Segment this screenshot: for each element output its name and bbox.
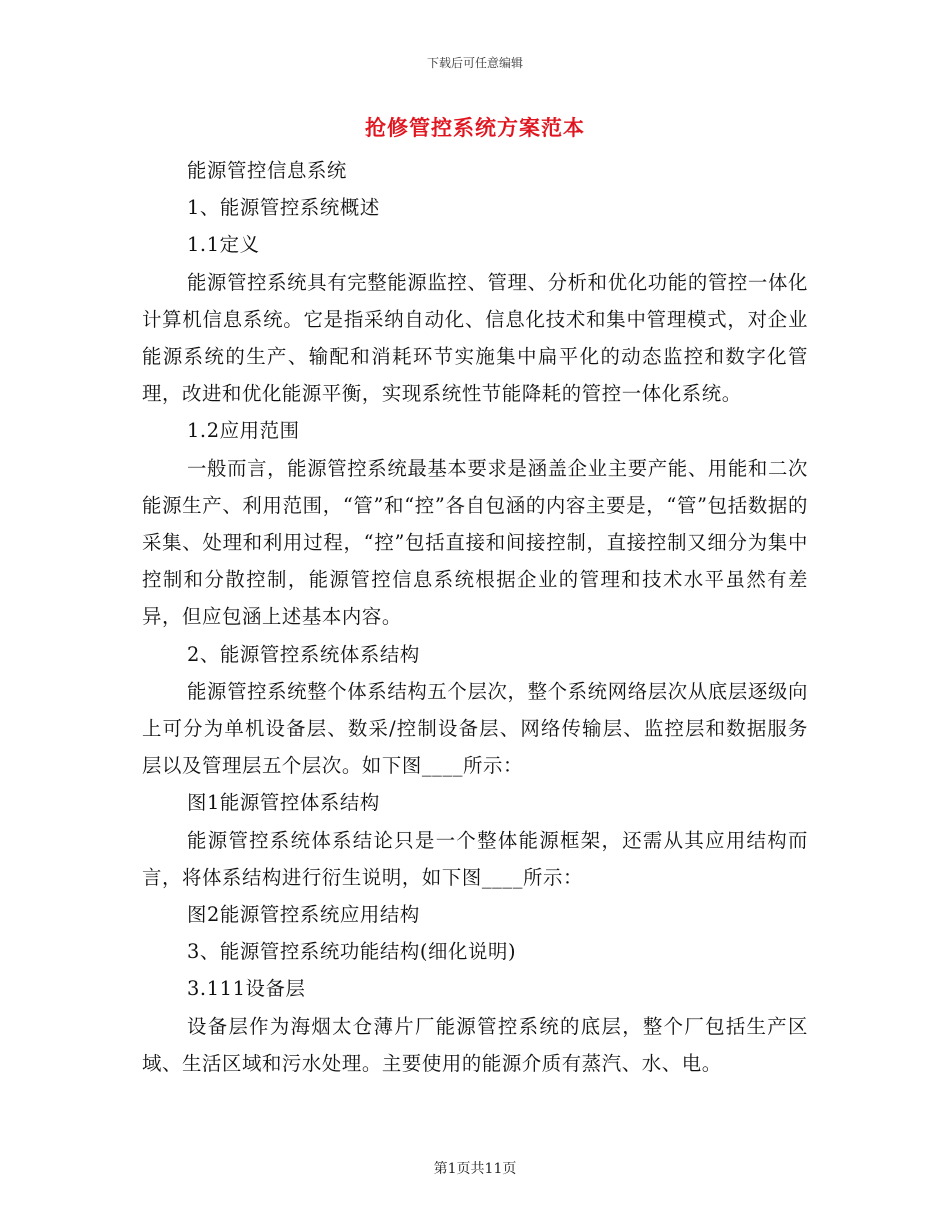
paragraph-heading: 能源管控信息系统 — [187, 159, 347, 182]
section-heading: 2、能源管控系统体系结构 — [187, 642, 420, 666]
paragraph: 能源管控系统整个体系结构五个层次，整个系统网络层次从底层逐级向上可分为单机设备层、数采/控制设备层、网络传输层、监控层和数据服务层以及管理层五个层次。如下图____所示： — [142, 679, 808, 778]
paragraph: 能源管控系统体系结论只是一个整体能源框架，还需从其应用结构而言，将体系结构进行衍生说明，如下图____所示： — [142, 828, 808, 889]
figure-caption: 图2能源管控系统应用结构 — [187, 903, 420, 927]
page-number: 第1页共11页 — [433, 1161, 517, 1177]
document-title: 抢修管控系统方案范本 — [365, 115, 585, 140]
subsection-heading: 3.111设备层 — [187, 977, 306, 1001]
paragraph: 设备层作为海烟太仓薄片厂能源管控系统的底层，整个厂包括生产区域、生活区域和污水处理。主要使用的能源介质有蒸汽、水、电。 — [142, 1014, 808, 1075]
figure-caption: 图1能源管控体系结构 — [187, 791, 380, 815]
section-heading: 1、能源管控系统概述 — [187, 196, 380, 220]
paragraph: 一般而言，能源管控系统最基本要求是涵盖企业主要产能、用能和二次能源生产、利用范围，“管”和“控”各自包涵的内容主要是，“管”包括数据的采集、处理和利用过程，“控”包括直接和间接控制，直接控制又细分为集中控制和分散控制，能源管控信息系统根据企业的管理和技术水平虽然有差异，但应包涵上述基本内容。 — [142, 456, 808, 629]
subsection-heading: 1.1定义 — [187, 233, 260, 257]
document-body — [142, 152, 808, 1082]
subsection-heading: 1.2应用范围 — [187, 419, 300, 443]
section-heading: 3、能源管控系统功能结构(细化说明) — [187, 940, 517, 964]
page-header-note: 下载后可任意编辑 — [426, 56, 523, 70]
paragraph: 能源管控系统具有完整能源监控、管理、分析和优化功能的管控一体化计算机信息系统。它是指采纳自动化、信息化技术和集中管理模式，对企业能源系统的生产、输配和消耗环节实施集中扁平化的动态监控和数字化管理，改进和优化能源平衡，实现系统性节能降耗的管控一体化系统。 — [142, 270, 808, 406]
